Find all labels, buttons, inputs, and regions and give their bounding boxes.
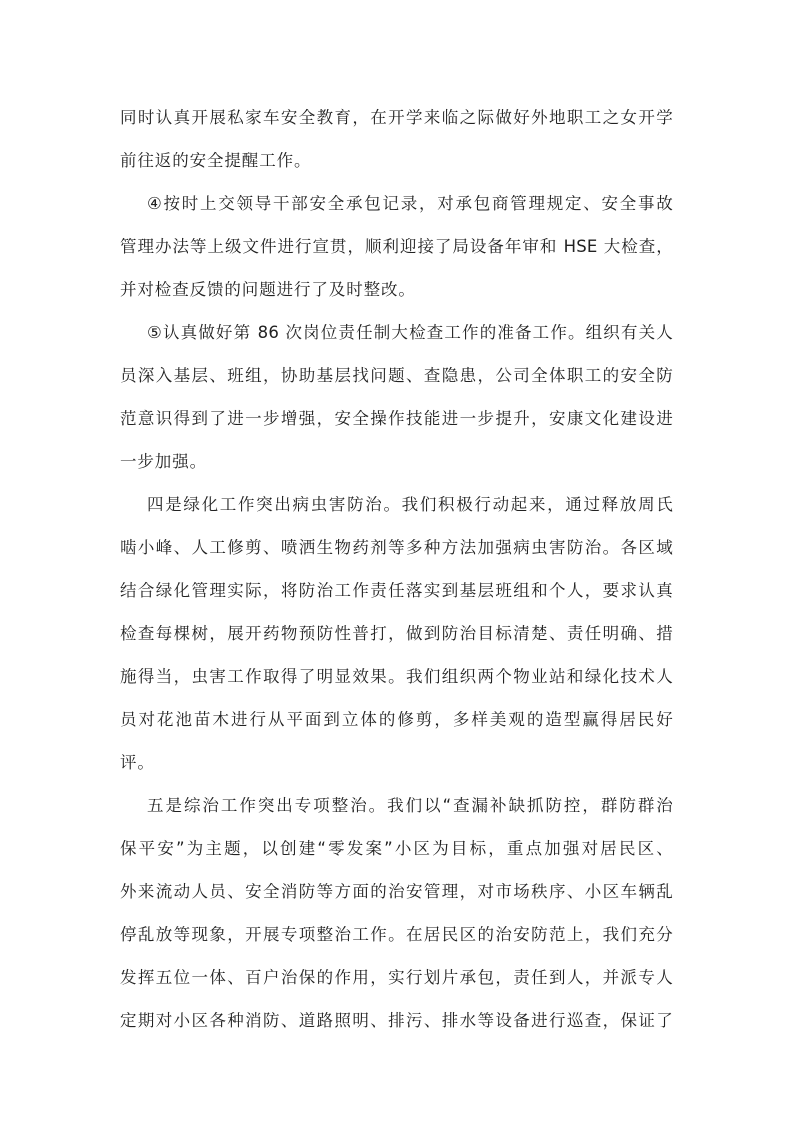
text-line: 四是绿化工作突出病虫害防治。我们积极行动起来，通过释放周氏	[147, 495, 673, 514]
text-line: 员深入基层、班组，协助基层找问题、查隐患，公司全体职工的安全防	[120, 366, 673, 385]
text-line: 外来流动人员、安全消防等方面的治安管理，对市场秩序、小区车辆乱	[120, 882, 673, 901]
text-line: 一步加强。	[120, 452, 207, 471]
text-line: 五是综治工作突出专项整治。我们以“查漏补缺抓防控，群防群治	[147, 796, 673, 815]
text-line: 啮小峰、人工修剪、喷洒生物药剂等多种方法加强病虫害防治。各区域	[120, 538, 673, 557]
text-line: 施得当，虫害工作取得了明显效果。我们组织两个物业站和绿化技术人	[120, 667, 673, 686]
text-line: 保平安”为主题，以创建“零发案”小区为目标，重点加强对居民区、	[120, 839, 673, 858]
text-line: 定期对小区各种消防、道路照明、排污、排水等设备进行巡查，保证了	[120, 1011, 673, 1030]
text-line: 评。	[120, 753, 155, 772]
text-line: 停乱放等现象，开展专项整治工作。在居民区的治安防范上，我们充分	[120, 925, 673, 944]
text-line: 员对花池苗木进行从平面到立体的修剪，多样美观的造型赢得居民好	[120, 710, 673, 729]
text-line: 前往返的安全提醒工作。	[120, 151, 312, 170]
text-line: 管理办法等上级文件进行宣贯，顺利迎接了局设备年审和 HSE 大检查，	[120, 237, 673, 256]
text-line: 范意识得到了进一步增强，安全操作技能进一步提升，安康文化建设进	[120, 409, 673, 428]
text-line: 并对检查反馈的问题进行了及时整改。	[120, 280, 416, 299]
text-line: 同时认真开展私家车安全教育，在开学来临之际做好外地职工之女开学	[120, 108, 673, 127]
text-line: ⑤认真做好第 86 次岗位责任制大检查工作的准备工作。组织有关人	[147, 323, 673, 342]
text-line: 发挥五位一体、百户治保的作用，实行划片承包，责任到人，并派专人	[120, 968, 673, 987]
text-line: ④按时上交领导干部安全承包记录，对承包商管理规定、安全事故	[147, 194, 673, 213]
text-line: 结合绿化管理实际，将防治工作责任落实到基层班组和个人，要求认真	[120, 581, 673, 600]
text-line: 检查每棵树，展开药物预防性普打，做到防治目标清楚、责任明确、措	[120, 624, 673, 643]
